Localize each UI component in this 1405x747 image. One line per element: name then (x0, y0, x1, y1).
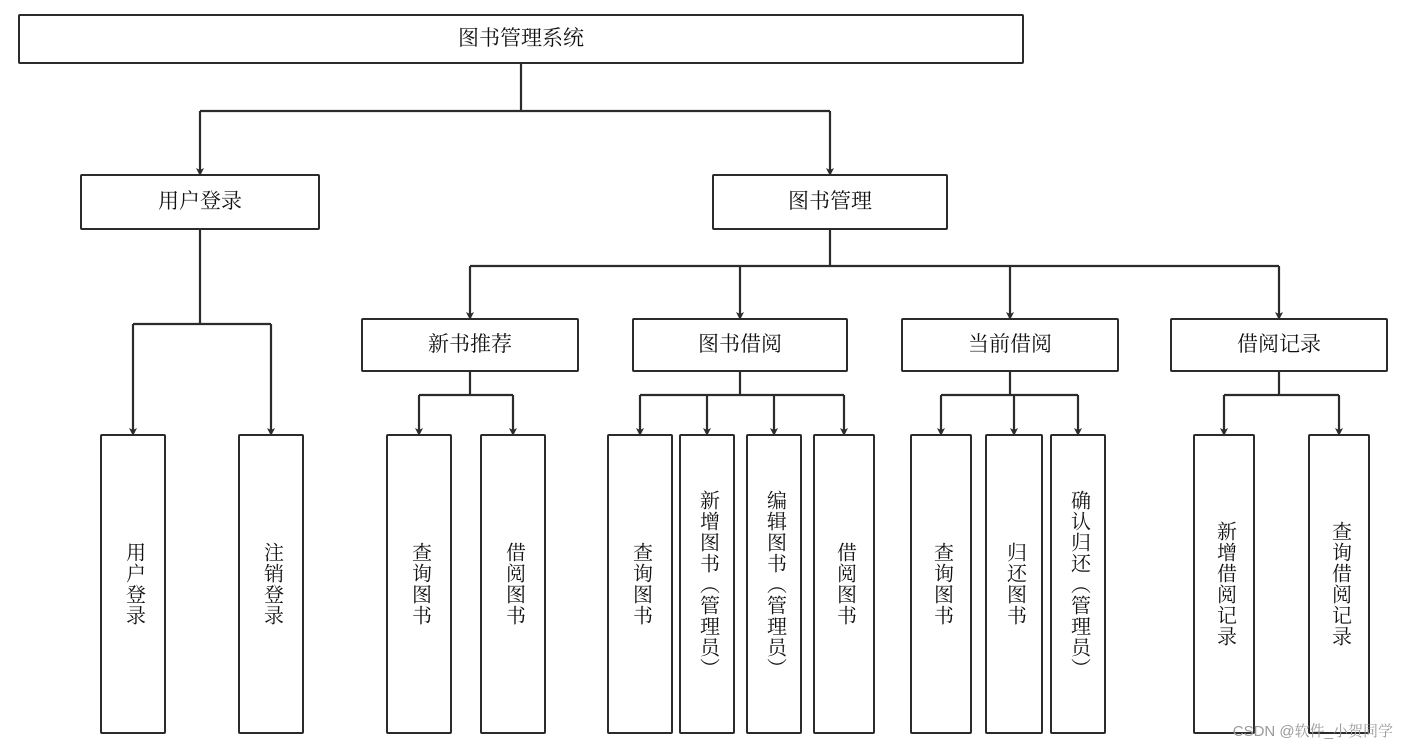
diagram-node-label: 查询借阅记录 (1328, 521, 1351, 647)
diagram-node-label: 图书管理系统 (458, 26, 584, 50)
diagram-node-label: 注销登录 (260, 542, 283, 626)
diagram-node-label: 借阅图书 (833, 542, 856, 626)
watermark-text: CSDN @软件_小贺同学 (1232, 723, 1393, 740)
diagram-node-label: 新增图书（管理员） (696, 489, 719, 679)
diagram-node-addbook (679, 434, 735, 734)
diagram-node-label: 用户登录 (122, 542, 145, 626)
diagram-node-root (18, 14, 1024, 64)
diagram-node-querybook3 (910, 434, 972, 734)
diagram-node-label: 新增借阅记录 (1213, 521, 1236, 647)
diagram-node-current (901, 318, 1119, 372)
diagram-node-querybook1 (386, 434, 452, 734)
diagram-node-queryrecord (1308, 434, 1370, 734)
diagram-node-label: 借阅记录 (1237, 332, 1321, 356)
diagram-node-label: 新书推荐 (428, 332, 512, 356)
diagram-node-querybook2 (607, 434, 673, 734)
diagram-node-label: 归还图书 (1003, 542, 1026, 626)
diagram-node-label: 编辑图书（管理员） (763, 489, 786, 679)
diagram-node-label: 查询图书 (629, 542, 652, 626)
diagram-node-borrow (632, 318, 848, 372)
diagram-node-label: 用户登录 (158, 189, 242, 213)
diagram-node-label: 确认归还（管理员） (1067, 489, 1090, 679)
diagram-node-label: 查询图书 (408, 542, 431, 626)
diagram-node-borrowbook2 (813, 434, 875, 734)
diagram-node-label: 图书管理 (788, 189, 872, 213)
diagram-node-returnbook (985, 434, 1043, 734)
diagram-node-label: 查询图书 (930, 542, 953, 626)
diagram-node-label: 当前借阅 (968, 332, 1052, 356)
diagram-node-borrowbook1 (480, 434, 546, 734)
diagram-node-addrecord (1193, 434, 1255, 734)
diagram-node-records (1170, 318, 1388, 372)
diagram-node-newbook (361, 318, 579, 372)
diagram-node-confirm (1050, 434, 1106, 734)
diagram-node-editbook (746, 434, 802, 734)
diagram-node-label: 借阅图书 (502, 542, 525, 626)
diagram-node-login (80, 174, 320, 230)
diagram-node-userlogout (238, 434, 304, 734)
diagram-node-userlogin (100, 434, 166, 734)
diagram-node-bookmgmt (712, 174, 948, 230)
diagram-node-label: 图书借阅 (698, 332, 782, 356)
